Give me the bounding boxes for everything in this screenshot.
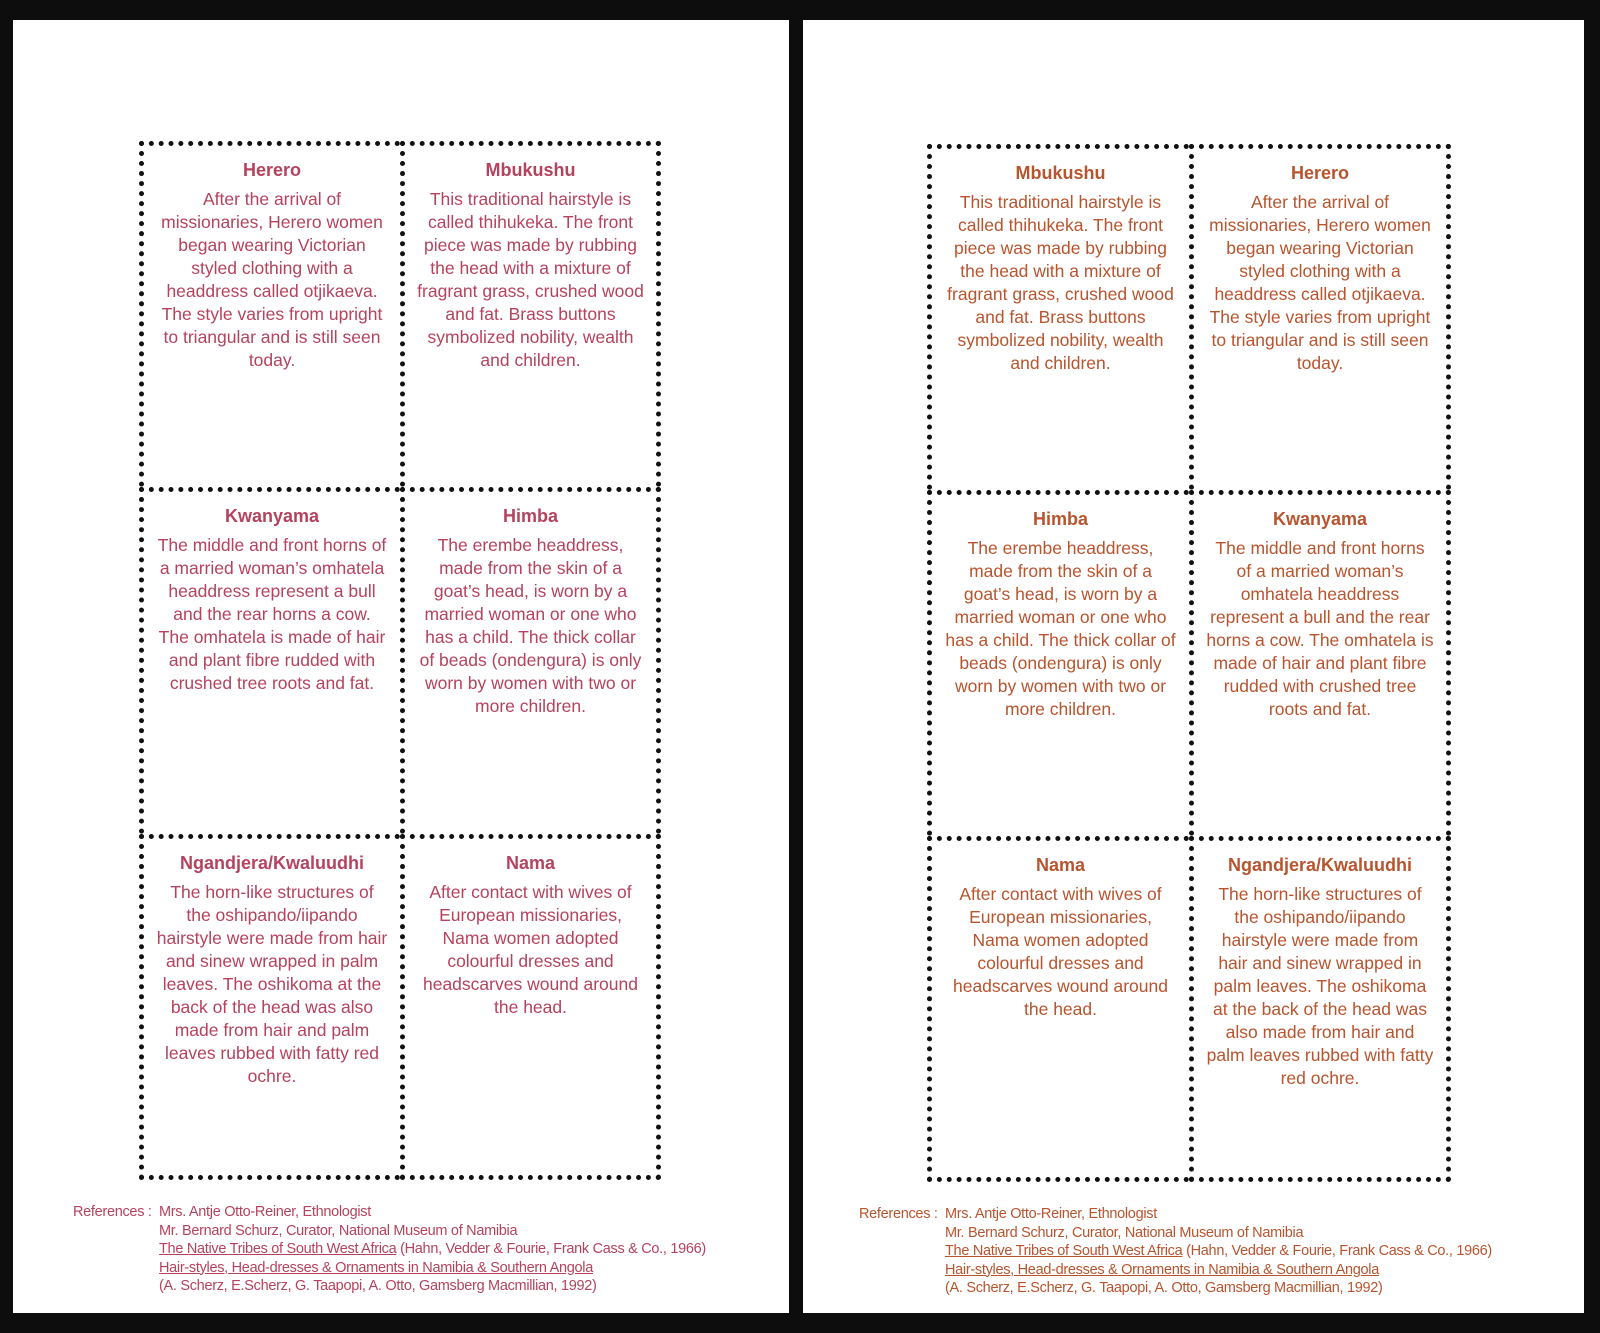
stamp-cell xyxy=(400,141,661,487)
stamp-description: After contact with wives of European missionaries, Nama women adopted colourful dresses and headscarves wound around the head. xyxy=(952,884,1168,1019)
stamp-description: The erembe headdress, made from the skin of a goat’s head, is worn by a married woman or one who has a child. The thick collar of beads (ondengura) is only worn by women with two or more children. xyxy=(419,535,642,717)
stamp-title: Ngandjera/Kwaluudhi xyxy=(1227,855,1413,875)
stamp-title: Himba xyxy=(1032,509,1088,529)
reference-line: (A. Scherz, E.Scherz, G. Taapopi, A. Otto, Gamsberg Macmillian, 1992) xyxy=(159,1278,597,1294)
stamp-description: The middle and front horns of a married woman’s omhatela headdress represent a bull and the rear horns a cow. The omhatela is made of hair and plant fibre rudded with crushed tree roots and fat. xyxy=(157,535,387,694)
stamp-title: Kwanyama xyxy=(1272,509,1368,529)
reference-line: Mrs. Antje Otto-Reiner, Ethnologist xyxy=(159,1204,371,1220)
stamp-cell xyxy=(400,487,661,833)
reference-book-title-join: & xyxy=(473,1259,491,1276)
stamp-title: Himba xyxy=(502,506,558,527)
stamp-title: Nama xyxy=(505,852,556,873)
stamp-description: This traditional hairstyle is called thihukeka. The front piece was made by rubbing the head with a mixture of fragrant grass, crushed wood and fat. Brass buttons symbolized nobility, wealth and children. xyxy=(417,189,644,370)
reference-line xyxy=(159,1240,706,1259)
reference-book-title: Southern Angola xyxy=(490,1259,593,1276)
stamp-title: Kwanyama xyxy=(224,506,320,527)
references-label: References : xyxy=(73,1204,152,1220)
stamp-cell xyxy=(927,144,1189,490)
stamp-grid xyxy=(139,141,661,1180)
references-block xyxy=(859,1205,1492,1298)
reference-book-title-join: & xyxy=(1259,1261,1277,1278)
reference-book-title: Hair-styles, Head-dresses & Ornaments in Namibia xyxy=(945,1261,1260,1278)
stamp-cell xyxy=(139,141,400,487)
stamp-title: Ngandjera/Kwaluudhi xyxy=(179,852,365,873)
reference-line: Mr. Bernard Schurz, Curator, National Museum of Namibia xyxy=(159,1222,518,1239)
reference-book-details: (Hahn, Vedder & Fourie, Frank Cass & Co., 1966) xyxy=(396,1241,706,1257)
reference-line: Mr. Bernard Schurz, Curator, National Museum of Namibia xyxy=(945,1224,1304,1241)
stamp-title: Herero xyxy=(1290,163,1350,183)
reference-line: Mrs. Antje Otto-Reiner, Ethnologist xyxy=(945,1206,1157,1222)
stamp-cell xyxy=(139,834,400,1180)
reference-book-title: Hair-styles, Head-dresses & Ornaments in Namibia xyxy=(159,1259,474,1276)
stamp-cell xyxy=(400,834,661,1180)
stamp-grid xyxy=(927,144,1451,1182)
souvenir-sheet-left xyxy=(13,20,789,1313)
stamp-cell xyxy=(1189,836,1451,1182)
stamp-title: Herero xyxy=(242,160,302,180)
stamp-cell xyxy=(139,487,400,833)
reference-line xyxy=(159,1259,706,1278)
stamp-description: The horn-like structures of the oshipando/iipando hairstyle were made from hair and sinew wrapped in palm leaves. The oshikoma at the back of the head was also made from hair and palm leaves rubbed with fatty red ochre. xyxy=(1206,884,1434,1088)
stamp-title: Nama xyxy=(1035,855,1086,875)
reference-line xyxy=(945,1242,1492,1261)
stamp-cell xyxy=(1189,490,1451,836)
stamp-description: The horn-like structures of the oshipando/iipando hairstyle were made from hair and sinew wrapped in palm leaves. The oshikoma at the back of the head was also made from hair and palm leaves rubbed with fatty red ochre. xyxy=(156,881,388,1086)
souvenir-sheet-right xyxy=(803,20,1584,1313)
references-label: References : xyxy=(859,1206,938,1222)
reference-book-details: (Hahn, Vedder & Fourie, Frank Cass & Co., 1966) xyxy=(1182,1243,1492,1259)
stamp-title: Mbukushu xyxy=(485,160,576,180)
stamp-description: After the arrival of missionaries, Herero women began wearing Victorian styled clothing with a headdress called otjikaeva. The style varies from upright to triangular and is still seen today. xyxy=(1209,192,1431,373)
stamp-cell xyxy=(1189,144,1451,490)
stamp-cell xyxy=(927,490,1189,836)
reference-book-title: The Native Tribes of South West Africa xyxy=(945,1243,1183,1259)
stamp-title: Mbukushu xyxy=(1015,163,1106,183)
stamp-description: After the arrival of missionaries, Herero women began wearing Victorian styled clothing with a headdress called otjikaeva. The style varies from upright to triangular and is still seen today. xyxy=(161,189,383,370)
reference-line: (A. Scherz, E.Scherz, G. Taapopi, A. Otto, Gamsberg Macmillian, 1992) xyxy=(945,1280,1383,1296)
references-block xyxy=(73,1203,706,1296)
reference-line xyxy=(945,1261,1492,1280)
stamp-description: After contact with wives of European missionaries, Nama women adopted colourful dresses and headscarves wound around the head. xyxy=(422,881,638,1017)
reference-book-title: The Native Tribes of South West Africa xyxy=(159,1241,397,1257)
stamp-cell xyxy=(927,836,1189,1182)
stamp-description: This traditional hairstyle is called thihukeka. The front piece was made by rubbing the head with a mixture of fragrant grass, crushed wood and fat. Brass buttons symbolized nobility, wealth and children. xyxy=(947,192,1174,373)
stamp-description: The middle and front horns of a married woman’s omhatela headdress represent a bull and the rear horns a cow. The omhatela is made of hair and plant fibre rudded with crushed tree roots and fat. xyxy=(1206,538,1434,719)
reference-book-title: Southern Angola xyxy=(1276,1261,1379,1278)
stamp-description: The erembe headdress, made from the skin of a goat’s head, is worn by a married woman or one who has a child. The thick collar of beads (ondengura) is only worn by women with two or more children. xyxy=(945,538,1176,719)
